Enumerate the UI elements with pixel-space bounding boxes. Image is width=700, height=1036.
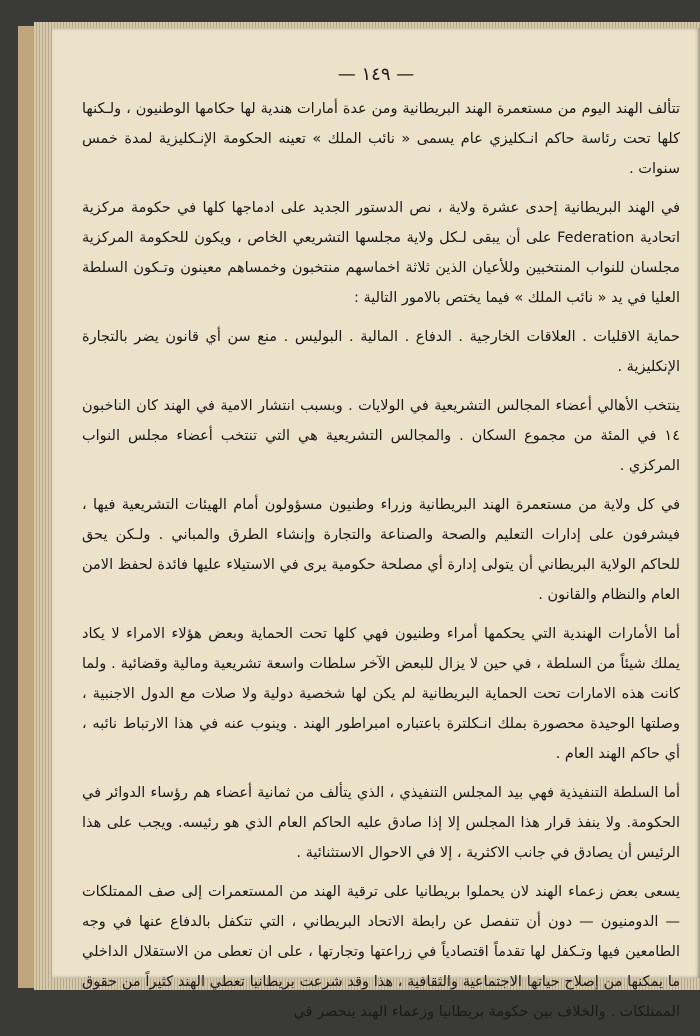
paragraph-8: يسعى بعض زعماء الهند لان يحملوا بريطانيا على ترقية الهند من المستعمرات إلى صف الممتلكات — الدومنيون — دون أن تنفصل عن رابطة الاتحاد البريطاني ، التي تتكفل بالدفاع عنها في وجه الطامعين فيها وتـكفل لها تقدماً اقتصادياً في زراعتها وتجارتها ، على ان تعطى من الاستقلال الداخلي ما يمكنها من إصلاح حياتها الاجتماعية والثقافية ، هذا وقد شرعت بريطانيا تعطي الهند كثيراً من حقوق الممتلكات . والخلاف بين حكومة بريطانيا وزعماء الهند ينحصر في [82,884,680,1020]
page-number: — ١٤٩ — [337,64,415,85]
paragraph-7: أما السلطة التنفيذية فهي بيد المجلس التنفيذي ، الذي يتألف من ثمانية أعضاء هم رؤساء الدوائر في الحكومة. ولا ينفذ قرار هذا المجلس إلا إذا صادق عليه الحاكم العام الذي هو رئيسه. ويجب على هذا الرئيس أن يصادق في جانب الاكثرية ، إلا في الاحوال الاستثنائية . [82,785,680,861]
paragraph-3: حماية الاقليات . العلاقات الخارجية . الدفاع . المالية . البوليس . منع سن أي قانون يضر بالتجارة الإنكليزية . [82,329,680,375]
page-text [82,94,680,1036]
paragraph-1: تتألف الهند اليوم من مستعمرة الهند البريطانية ومن عدة أمارات هندية لها حكامها الوطنيون ، ولـكنها كلها تحت رئاسة حاكم انـكليزي عام يسمى « نائب الملك » تعينه الحكومة الإنـكليزية لمدة خمس سنوات . [82,101,680,177]
paragraph-5: في كل ولاية من مستعمرة الهند البريطانية وزراء وطنيون مسؤولون أمام الهيئات التشريعية فيها ، فيشرفون على إدارات التعليم والصحة والصناعة والتجارة وإنشاء الطرق والمباني . ولـكن يحق للحاكم الولاية البريطاني أن يتولى إدارة أي مصلحة حكومية يرى في الاستيلاء عليها فائدة لحفظ الامن العام والنظام والقانون . [82,497,680,603]
paragraph-6: أما الأمارات الهندية التي يحكمها أمراء وطنيون فهي كلها تحت الحماية وبعض هؤلاء الامراء لا يكاد يملك شيئاً من السلطة ، في حين لا يزال للبعض الآخر سلطات واسعة تشريعية ومالية وقضائية . ولما كانت هذه الامارات تحت الحماية البريطانية لم يكن لها شخصية دولية ولا صلات مع الدول الاجنبية ، وصلتها الوحيدة محصورة بملك انـكلترة باعتباره امبراطور الهند . وينوب عنه في هذا الارتباط نائبه ، أي حاكم الهند العام . [82,626,680,762]
paragraph-2: في الهند البريطانية إحدى عشرة ولاية ، نص الدستور الجديد على ادماجها كلها في حكومة مركزية اتحادية Federation على أن يبقى لـكل ولاية مجلسها التشريعي الخاص ، ويكون للحكومة المركزية مجلسان للنواب المنتخبين وللأعيان الذين ثلاثة اخماسهم منتخبون وخمساهم معينون وتـكون السلطة العليا في يد « نائب الملك » فيما يختص بالامور التالية : [82,200,680,306]
book-page [52,28,700,1020]
paragraph-4: ينتخب الأهالي أعضاء المجالس التشريعية في الولايات . وبسبب انتشار الامية في الهند كان الناخبون ١٤ في المئة من مجموع السكان . والمجالس التشريعية هي التي تنتخب أعضاء مجلس النواب المركزي . [82,398,680,474]
